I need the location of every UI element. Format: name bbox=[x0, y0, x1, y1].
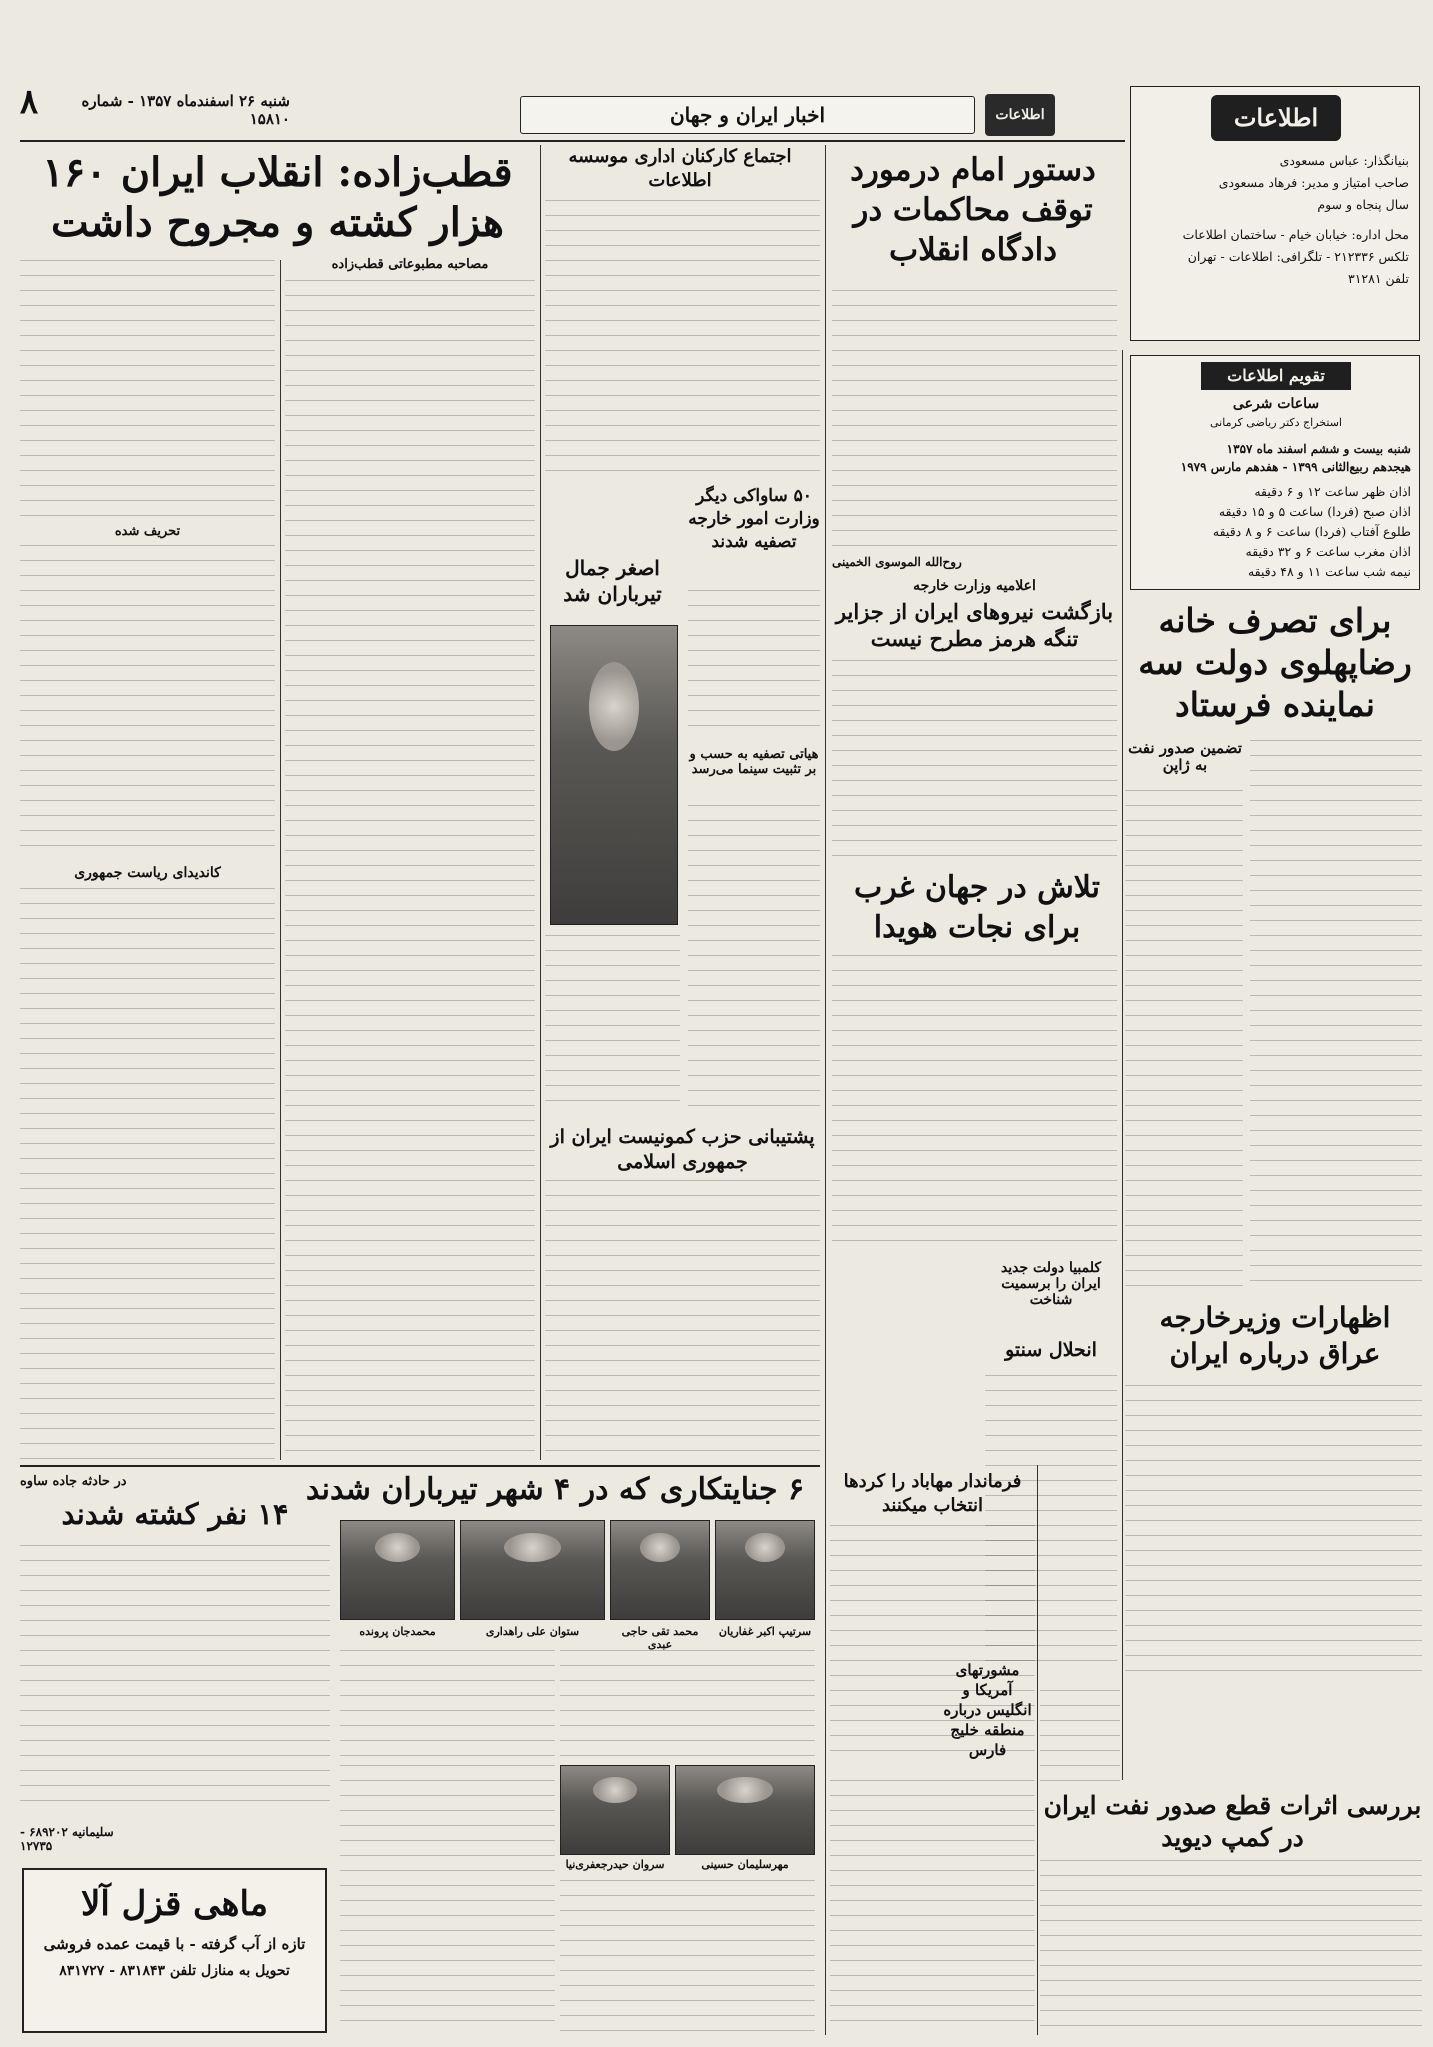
publisher-line: محل اداره: خیابان خیام - ساختمان اطلاعات bbox=[1182, 227, 1409, 242]
criminal-photo-1 bbox=[715, 1520, 815, 1620]
section-title-banner bbox=[520, 96, 975, 134]
persian-gulf-text bbox=[830, 1780, 1035, 2035]
criminal-photo-face bbox=[504, 1533, 561, 1562]
headline-colombia: کلمبیا دولت جدید ایران را برسمیت شناخت bbox=[1000, 1260, 1102, 1309]
headline-hoveyda: تلاش در جهان غرب برای نجات هویدا bbox=[853, 870, 1101, 945]
reza-article-text bbox=[1250, 740, 1422, 1290]
saveh-text bbox=[20, 1545, 330, 1815]
criminal-photo-5 bbox=[560, 1765, 670, 1855]
ad-line-2: تحویل به منازل تلفن ۸۳۱۸۴۳ - ۸۳۱۷۲۷ bbox=[59, 1963, 290, 1980]
criminal-photo-face bbox=[593, 1777, 636, 1803]
brief-cinema: هیاتی تصفیه به حسب و بر تثبیت سینما می‌رسد bbox=[689, 747, 819, 777]
ad-line-1: تازه از آب گرفته - با قیمت عمده فروشی bbox=[43, 1935, 306, 1953]
saveh-phones: سلیمانیه ۶۸۹۲۰۲ - ۱۲۷۳۵ bbox=[20, 1825, 114, 1853]
brief-distorted: تحریف شده bbox=[114, 524, 181, 539]
criminal-photo-4 bbox=[340, 1520, 455, 1620]
newspaper-logo: اطلاعات bbox=[1211, 95, 1341, 141]
main-subhead: مصاحبه مطبوعاتی قطب‌زاده bbox=[331, 257, 489, 272]
publisher-line: صاحب امتیاز و مدیر: فرهاد مسعودی bbox=[1218, 175, 1409, 190]
headline-executed: اصغر جمال تیرباران شد bbox=[563, 556, 662, 606]
criminals-text-2 bbox=[340, 1650, 555, 1760]
criminal-caption-2: محمد تقی حاجی عبدی bbox=[621, 1625, 699, 1651]
calendar-date-line: هیجدهم ربیع‌الثانی ۱۳۹۹ - هفدهم مارس ۱۹۷۹ bbox=[1180, 460, 1411, 474]
main-article-col-right bbox=[285, 280, 535, 1460]
column-divider bbox=[825, 1465, 826, 2035]
executed-photo-face bbox=[589, 662, 639, 751]
ministry-purge-text bbox=[688, 590, 820, 740]
calendar-time: اذان صبح (فردا) ساعت ۵ و ۱۵ دقیقه bbox=[1218, 504, 1411, 519]
headline-main: قطب‌زاده: انقلاب ایران ۱۶۰ هزار کشته و مجروح داشت bbox=[42, 149, 513, 246]
communist-text bbox=[545, 1180, 820, 1460]
criminal-photo-face bbox=[375, 1533, 420, 1562]
cinema-text bbox=[688, 805, 820, 1120]
criminals-text-1 bbox=[560, 1650, 815, 1760]
section-logo: اطلاعات bbox=[985, 94, 1055, 136]
main-article-col-left bbox=[20, 260, 275, 520]
column-divider bbox=[1037, 1465, 1038, 2035]
bottom-section-rule bbox=[20, 1465, 820, 1467]
criminal-caption-3: ستوان علی راهداری bbox=[485, 1625, 580, 1638]
calendar-date-line: شنبه بیست و ششم اسفند ماه ۱۳۵۷ bbox=[1226, 442, 1411, 456]
calendar-source: استخراج دکتر ریاضی کرمانی bbox=[1210, 416, 1342, 429]
top-rule bbox=[20, 140, 1125, 142]
criminal-photo-6 bbox=[675, 1765, 815, 1855]
criminal-photo-face bbox=[745, 1533, 784, 1562]
trout-ad bbox=[22, 1868, 327, 2033]
criminals-text-3 bbox=[340, 1765, 555, 2035]
headline-communist: پشتیبانی حزب کمونیست ایران از جمهوری اسلامی bbox=[550, 1126, 815, 1173]
hoveyda-article-text bbox=[832, 955, 1117, 1245]
headline-japan-oil: تضمین صدور نفت به ژاپن bbox=[1128, 739, 1242, 775]
headline-iraq: اظهارات وزیرخارجه عراق درباره ایران bbox=[1159, 1301, 1391, 1370]
headline-persian-gulf: مشورتهای آمریکا و انگلیس درباره منطقه خلیج فارس bbox=[943, 1661, 1032, 1759]
criminal-photo-3 bbox=[460, 1520, 605, 1620]
criminal-photo-2 bbox=[610, 1520, 710, 1620]
calendar-time: اذان ظهر ساعت ۱۲ و ۶ دقیقه bbox=[1254, 484, 1411, 499]
criminals-text-4 bbox=[560, 1880, 815, 2035]
column-divider bbox=[1122, 350, 1123, 1780]
calendar-time: طلوع آفتاب (فردا) ساعت ۶ و ۸ دقیقه bbox=[1212, 524, 1411, 539]
headline-reza-palace: برای تصرف خانه رضاپهلوی دولت سه نماینده فرستاد bbox=[1138, 601, 1412, 724]
column-divider bbox=[540, 145, 541, 1460]
publisher-line: بنیانگذار: عباس مسعودی bbox=[1279, 153, 1409, 168]
criminal-photo-face bbox=[717, 1777, 772, 1803]
criminal-caption-5: سروان حیدرجعفری‌نیا bbox=[565, 1858, 665, 1871]
calendar-subtitle: ساعات شرعی bbox=[1232, 396, 1320, 412]
headline-ministry-purge: ۵۰ ساواکی دیگر وزارت امور خارجه تصفیه شدند bbox=[688, 486, 820, 552]
hormuz-label: اعلامیه وزارت خارجه bbox=[913, 578, 1036, 594]
ad-title: ماهی قزل آلا bbox=[80, 1884, 269, 1924]
executed-photo bbox=[550, 625, 678, 925]
publisher-box bbox=[1130, 86, 1420, 341]
column-divider bbox=[280, 260, 281, 1460]
camp-david-text bbox=[1040, 1860, 1422, 2035]
executed-text bbox=[545, 935, 680, 1105]
publisher-line: سال پنجاه و سوم bbox=[1317, 197, 1409, 212]
hormuz-article-text bbox=[832, 660, 1117, 860]
criminal-photo-face bbox=[640, 1533, 679, 1562]
main-article-col-left-3 bbox=[20, 888, 275, 1460]
criminal-caption-6: مهرسلیمان حسینی bbox=[701, 1858, 789, 1871]
calendar-time: نیمه شب ساعت ۱۱ و ۴۸ دقیقه bbox=[1247, 564, 1411, 579]
imam-article-text bbox=[832, 290, 1117, 550]
imam-signature: روح‌الله الموسوی الخمینی bbox=[832, 555, 962, 569]
saveh-kicker: در حادثه جاده ساوه bbox=[20, 1474, 127, 1489]
criminal-caption-1: سرتیپ اکبر غفاریان bbox=[718, 1625, 812, 1638]
page-number: ۸ bbox=[19, 82, 39, 122]
headline-hormuz: بازگشت نیروهای ایران از جزایر تنگه هرمز مطرح نیست bbox=[835, 599, 1114, 651]
main-article-col-left-2 bbox=[20, 545, 275, 860]
japan-oil-text bbox=[1125, 790, 1243, 1290]
calendar-title: تقویم اطلاعات bbox=[1201, 362, 1351, 390]
calendar-time: اذان مغرب ساعت ۶ و ۳۲ دقیقه bbox=[1245, 544, 1411, 559]
headline-referendum: کاندیدای ریاست جمهوری bbox=[74, 865, 221, 881]
page-date-line: شنبه ۲۶ اسفندماه ۱۳۵۷ - شماره ۱۵۸۱۰ bbox=[81, 92, 290, 128]
headline-camp-david: بررسی اثرات قطع صدور نفت ایران در کمپ دیوید bbox=[1043, 1791, 1422, 1852]
headline-imam: دستور امام درمورد توقف محاکمات در دادگاه انقلاب bbox=[850, 152, 1096, 268]
senato-text-2 bbox=[1040, 1690, 1120, 1785]
criminal-caption-4: محمدجان پرونده bbox=[359, 1625, 436, 1638]
publisher-line: تلکس ۲۱۲۳۳۶ - تلگرافی: اطلاعات - تهران bbox=[1187, 249, 1409, 264]
headline-criminals: ۶ جنایتکاری که در ۴ شهر تیرباران شدند bbox=[305, 1472, 805, 1507]
calendar-box bbox=[1130, 355, 1420, 590]
headline-mahabad: فرماندار مهاباد را کردها انتخاب میکنند bbox=[843, 1471, 1022, 1516]
iraq-article-text bbox=[1125, 1385, 1422, 1685]
employees-text bbox=[545, 200, 820, 480]
publisher-line: تلفن ۳۱۲۸۱ bbox=[1347, 271, 1409, 286]
section-title: اخبار ایران و جهان bbox=[669, 103, 826, 127]
headline-employees: اجتماع کارکنان اداری موسسه اطلاعات bbox=[568, 146, 792, 191]
headline-senato: انحلال سنتو bbox=[1005, 1339, 1097, 1361]
headline-saveh: ۱۴ نفر کشته شدند bbox=[61, 1497, 289, 1531]
